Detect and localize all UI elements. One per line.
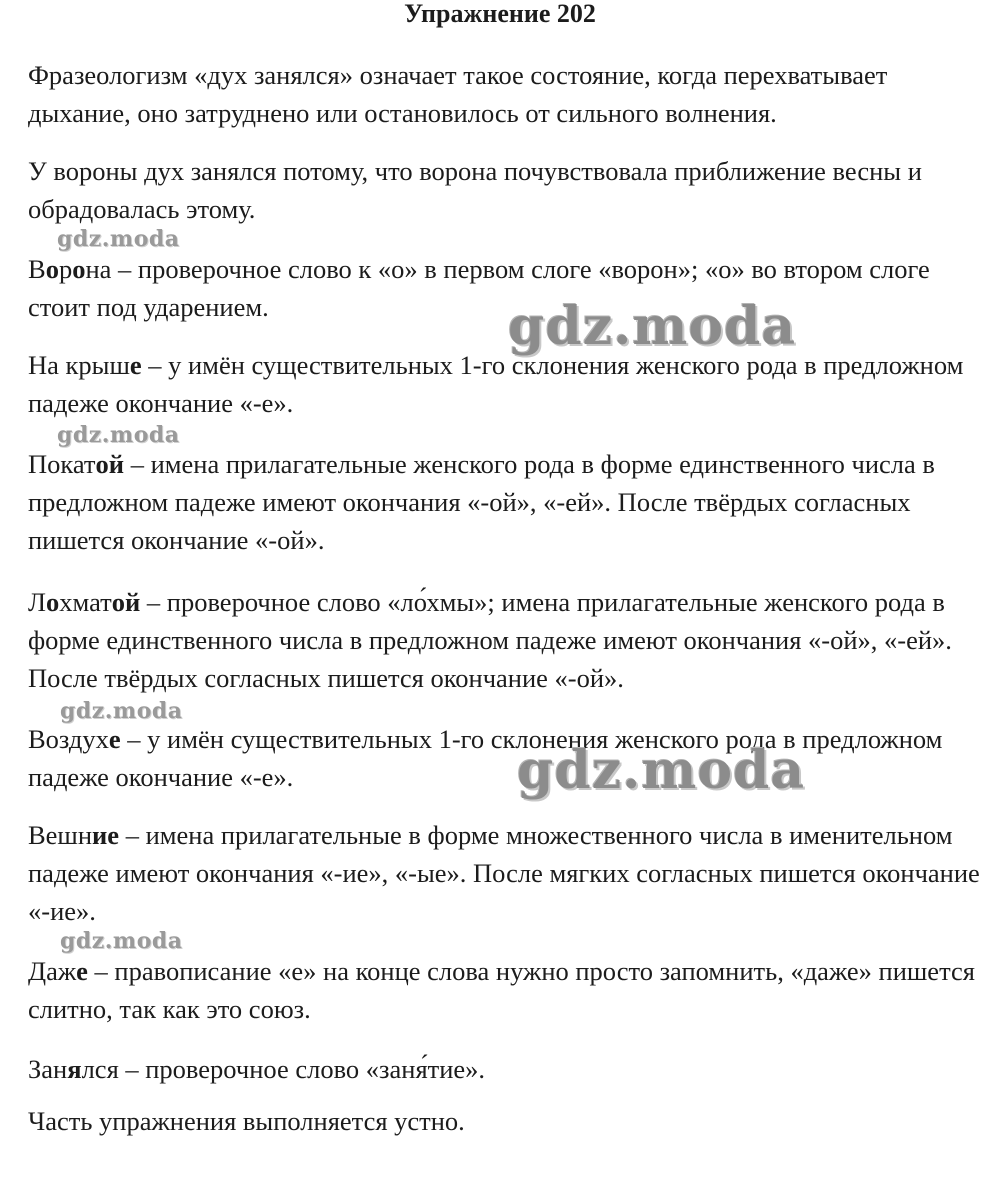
highlighted-letters: е xyxy=(129,350,142,380)
text-segment: На крыш xyxy=(28,350,130,380)
highlighted-letters: о xyxy=(72,254,86,284)
text-segment: – имена прилагательные в форме множественного числа в именительном падеже имеют окончания «-ие», «-ые». После мягких согласных пишется окончание «-ие». xyxy=(28,820,980,926)
text-segment: Покат xyxy=(28,449,96,479)
text-segment: хмат xyxy=(59,587,112,617)
paragraph-crow xyxy=(28,152,988,228)
text-segment: – у имён существительных 1-го склонения женского рода в предложном падеже окончание «-е». xyxy=(28,724,943,792)
text-segment: Л xyxy=(28,587,46,617)
highlighted-letters: я xyxy=(67,1054,82,1084)
highlighted-letters: е xyxy=(108,724,121,754)
highlighted-letters: е xyxy=(76,956,88,986)
text-segment: на – проверочное слово к «о» в первом слоге «ворон»; «о» во втором слоге стоит под ударением. xyxy=(28,254,930,322)
text-segment: Фразеологизм «дух занялся» означает такое состояние, когда перехватывает дыхание, оно затруднено или остановилось от сильного волнения. xyxy=(28,60,888,128)
paragraph-oral-note xyxy=(28,1102,988,1140)
highlighted-letters: о xyxy=(45,587,60,617)
paragraph-phraseologism xyxy=(28,56,988,132)
watermark: gdz.moda xyxy=(57,422,180,448)
text-segment: Даж xyxy=(28,956,77,986)
text-segment: р xyxy=(58,254,73,284)
text-segment: Зан xyxy=(28,1054,68,1084)
watermark: gdz.moda xyxy=(60,698,183,724)
text-segment: Часть упражнения выполняется устно. xyxy=(28,1106,465,1136)
highlighted-letters: ой xyxy=(111,587,141,617)
text-segment: лся – проверочное слово «заня́тие». xyxy=(81,1054,486,1084)
watermark-large: gdz.moda xyxy=(508,296,797,357)
paragraph-na-kryshe xyxy=(28,346,988,422)
paragraph-zanyalsya xyxy=(28,1050,988,1088)
text-segment: У вороны дух занялся потому, что ворона почувствовала приближение весны и обрадовалась этому. xyxy=(28,156,922,224)
text-segment: В xyxy=(28,254,46,284)
paragraph-veshnie xyxy=(28,816,988,930)
text-segment: – правописание «е» на конце слова нужно просто запомнить, «даже» пишется слитно, так как это союз. xyxy=(28,956,975,1024)
paragraph-pokatoy xyxy=(28,445,988,559)
page-title: Упражнение 202 xyxy=(404,0,596,28)
highlighted-letters: ой xyxy=(95,449,125,479)
text-segment: – проверочное слово «ло́хмы»; имена прилагательные женского рода в форме единственного числа в предложном падеже имеют окончания «-ой», «-ей». После твёрдых согласных пишется окончание «-ой». xyxy=(28,587,952,693)
paragraph-lokhmatoy xyxy=(28,583,988,697)
paragraph-dazhe xyxy=(28,952,988,1028)
text-segment: Вешн xyxy=(28,820,93,850)
watermark-large: gdz.moda xyxy=(517,740,806,801)
watermark: gdz.moda xyxy=(60,928,183,954)
highlighted-letters: о xyxy=(45,254,59,284)
text-segment: – имена прилагательные женского рода в форме единственного числа в предложном падеже имеют окончания «-ой», «-ей». После твёрдых согласных пишется окончание «-ой». xyxy=(28,449,935,555)
text-segment: Воздух xyxy=(28,724,109,754)
highlighted-letters: ие xyxy=(92,820,120,850)
text-segment: – у имён существительных 1-го склонения женского рода в предложном падеже окончание «-е». xyxy=(28,350,964,418)
paragraph-vozdukhe xyxy=(28,720,988,796)
watermark: gdz.moda xyxy=(57,226,180,252)
